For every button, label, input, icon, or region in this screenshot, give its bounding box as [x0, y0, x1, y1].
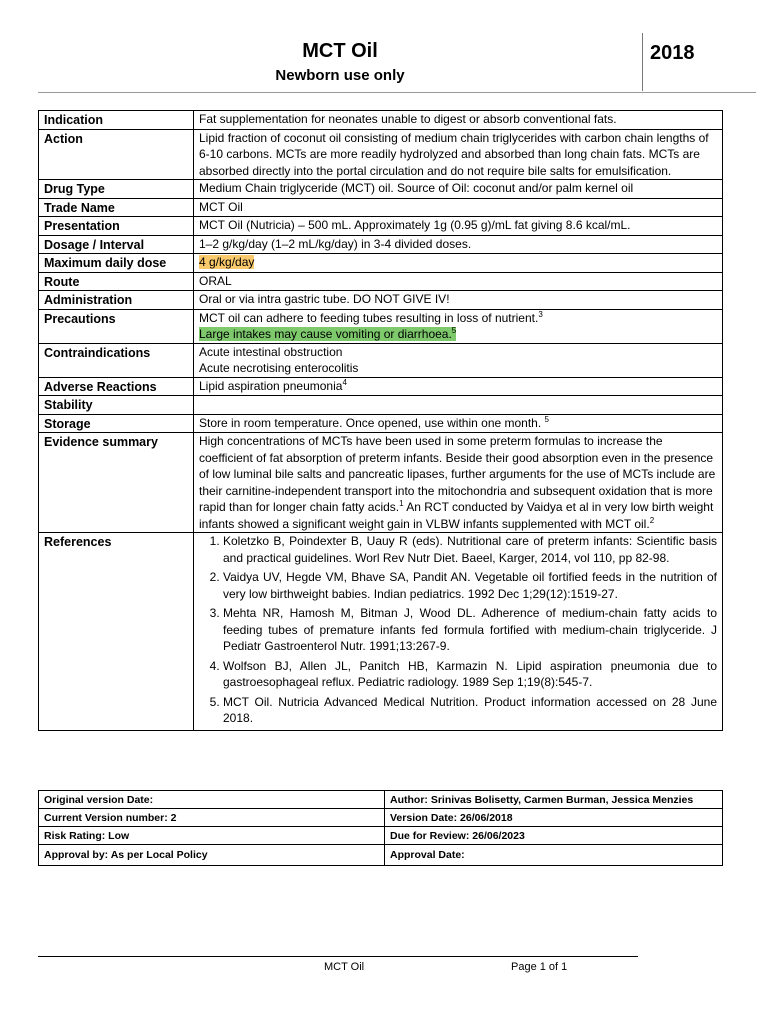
value-administration: Oral or via intra gastric tube. DO NOT GIVE IV! — [194, 291, 723, 310]
value-action: Lipid fraction of coconut oil consisting of medium chain triglycerides with carbon chain lengths of 6-10 carbons. MCTs are more readily hydrolyzed and absorbed than long chain fats. MCTs are absorbed directly into the portal circulation and do not require bile salts for emulsification. — [194, 129, 723, 180]
label-max-dose: Maximum daily dose — [39, 254, 194, 273]
storage-ref: 5 — [544, 414, 549, 424]
value-presentation: MCT Oil (Nutricia) – 500 mL. Approximately 1g (0.95 g)/mL fat giving 8.6 kcal/mL. — [194, 217, 723, 236]
reference-item: 2. Vaidya UV, Hegde VM, Bhave SA, Pandit AN. Vegetable oil fortified feeds in the nutrition of very low birthweight babies. Indian pediatrics. 1992 Dec 1;29(12):1519-27. — [223, 569, 717, 602]
label-administration: Administration — [39, 291, 194, 310]
evidence-ref-1: 1 — [399, 499, 404, 508]
footer-rule — [38, 956, 638, 957]
row-action — [39, 129, 723, 180]
footer-page-number: Page 1 of 1 — [511, 961, 568, 973]
reference-item: 1. Koletzko B, Poindexter B, Uauy R (eds). Nutritional care of preterm infants: Scientific basis and practical guidelines. Worl Rev Nutr Diet. Baeel, Karger, 2014, vol 110, pp 82-98. — [223, 533, 717, 566]
contraindication-1: Acute intestinal obstruction — [199, 344, 343, 359]
label-evidence: Evidence summary — [39, 433, 194, 533]
contraindication-2: Acute necrotising enterocolitis — [199, 361, 359, 375]
author: Author: Srinivas Bolisetty, Carmen Burman, Jessica Menzies — [385, 791, 723, 809]
evidence-text-1: High concentrations of MCTs have been used in some preterm formulas to increase the coefficient of fat absorption of preterm infants. Beside their good absorption even in the presence of low luminal bile salts and pancreatic lipases, further arguments for the use of MCTs include are their carnitine-independent transport into the mitochondria and subsequent oxidation that is more rapid than for longer chain fatty acids. — [199, 434, 716, 514]
label-adverse: Adverse Reactions — [39, 377, 194, 396]
header-divider — [642, 33, 643, 91]
label-dosage: Dosage / Interval — [39, 235, 194, 254]
value-drug-type: Medium Chain triglyceride (MCT) oil. Source of Oil: coconut and/or palm kernel oil — [194, 180, 723, 199]
adverse-ref: 4 — [342, 377, 347, 387]
approval-by: Approval by: As per Local Policy — [39, 845, 385, 866]
precaution-2: Large intakes may cause vomiting or diarrhoea. — [199, 327, 452, 341]
precaution-2-ref: 5 — [451, 326, 457, 335]
reference-item: 3. Mehta NR, Hamosh M, Bitman J, Wood DL. Adherence of medium-chain fatty acids to feeding tubes of premature infants fed formula fortified with medium-chain triglyceride. J Pediatr Gastroenterol Nutr. 1991;13:267-9. — [223, 605, 717, 655]
row-contraindications — [39, 343, 723, 377]
value-trade-name: MCT Oil — [194, 198, 723, 217]
risk-rating: Risk Rating: Low — [39, 827, 385, 845]
current-version: Current Version number: 2 — [39, 809, 385, 827]
row-administration — [39, 291, 723, 310]
original-version-date: Original version Date: — [39, 791, 385, 809]
label-trade-name: Trade Name — [39, 198, 194, 217]
label-indication: Indication — [39, 111, 194, 130]
value-stability — [194, 396, 723, 415]
reference-item: 5. MCT Oil. Nutricia Advanced Medical Nutrition. Product information accessed on 28 June 2018. — [223, 694, 717, 727]
header-rule — [38, 92, 756, 93]
row-max-dose — [39, 254, 723, 273]
version-date: Version Date: 26/06/2018 — [385, 809, 723, 827]
row-route — [39, 272, 723, 291]
row-references — [39, 533, 723, 731]
footer-doc-name: MCT Oil — [324, 961, 365, 973]
value-route: ORAL — [194, 272, 723, 291]
references-list — [199, 533, 717, 727]
document-subtitle: Newborn use only — [275, 67, 405, 84]
value-storage: Store in room temperature. Once opened, use within one month. — [199, 415, 542, 430]
row-presentation — [39, 217, 723, 236]
label-route: Route — [39, 272, 194, 291]
value-dosage: 1–2 g/kg/day (1–2 mL/kg/day) in 3-4 divided doses. — [194, 235, 723, 254]
reference-item: 4. Wolfson BJ, Allen JL, Panitch HB, Karmazin N. Lipid aspiration pneumonia due to gastroesophageal reflux. Pediatric radiology. 1989 Sep 1;19(8):545-7. — [223, 658, 717, 691]
evidence-ref-2: 2 — [649, 515, 655, 525]
drug-info-table — [38, 110, 723, 731]
label-action: Action — [39, 129, 194, 180]
value-adverse: Lipid aspiration pneumonia — [199, 378, 343, 393]
version-table — [38, 790, 723, 866]
row-dosage — [39, 235, 723, 254]
label-references: References — [39, 533, 194, 731]
label-precautions: Precautions — [39, 309, 194, 343]
due-for-review: Due for Review: 26/06/2023 — [385, 827, 723, 845]
row-trade-name — [39, 198, 723, 217]
row-drug-type — [39, 180, 723, 199]
label-storage: Storage — [39, 414, 194, 433]
label-stability: Stability — [39, 396, 194, 415]
row-indication — [39, 111, 723, 130]
precaution-1-ref: 3 — [538, 309, 543, 319]
row-precautions — [39, 309, 723, 343]
row-evidence — [39, 433, 723, 533]
evidence-text-2: An RCT conducted by Vaidya et al in very low birth weight infants showed a significant weight gain in VLBW infants supplemented with MCT oil. — [199, 500, 714, 531]
value-max-dose: 4 g/kg/day — [199, 255, 255, 269]
precaution-1: MCT oil can adhere to feeding tubes resulting in loss of nutrient. — [199, 310, 539, 325]
label-presentation: Presentation — [39, 217, 194, 236]
value-indication: Fat supplementation for neonates unable to digest or absorb conventional fats. — [194, 111, 723, 130]
label-drug-type: Drug Type — [39, 180, 194, 199]
document-year: 2018 — [650, 42, 695, 64]
row-storage — [39, 414, 723, 433]
row-stability — [39, 396, 723, 415]
document-title: MCT Oil — [302, 40, 378, 62]
label-contraindications: Contraindications — [39, 343, 194, 377]
row-adverse — [39, 377, 723, 396]
approval-date: Approval Date: — [385, 845, 723, 866]
